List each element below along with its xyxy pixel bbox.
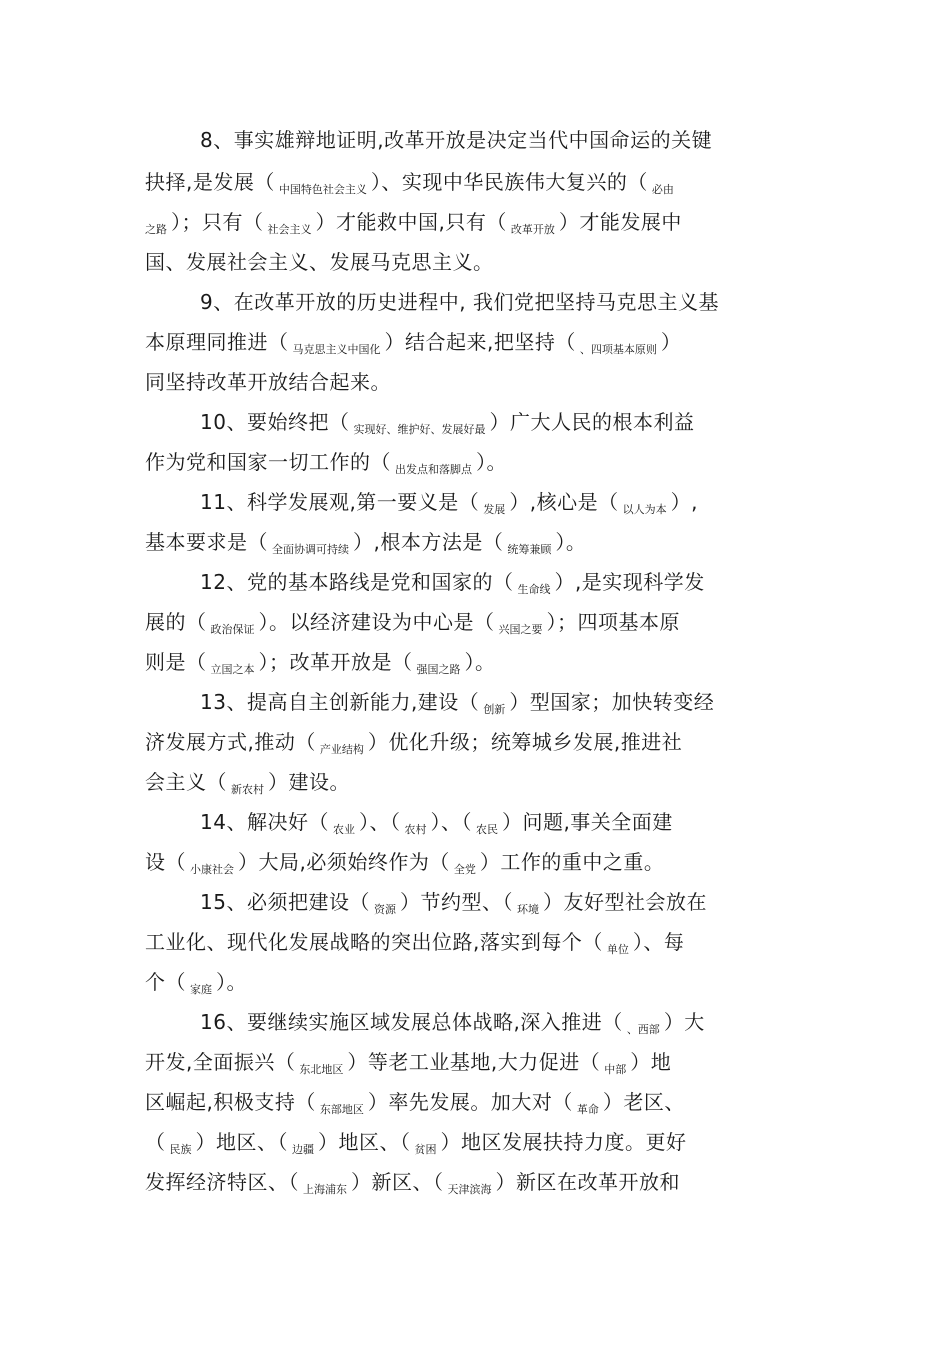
answer: 全面协调可持续 [272, 543, 349, 556]
q14-line-2 [145, 850, 664, 882]
q13-text: 13、提高自主创新能力,建设（ [200, 690, 480, 714]
q9-line-2 [145, 330, 681, 362]
q8-line-2 [145, 170, 678, 202]
answer: 实现好、维护好、发展好最 [353, 423, 486, 436]
q14-text: ）、（ [358, 810, 401, 834]
q13-text: 济发展方式,推动（ [145, 730, 316, 754]
q12-line-3 [145, 650, 496, 682]
q16-text: （ [145, 1130, 166, 1154]
q13-text: ）型国家；加快转变经 [509, 690, 715, 714]
q9-line-3 [145, 370, 391, 394]
answer: 小康社会 [190, 863, 234, 876]
answer: 、四项基本原则 [579, 343, 657, 356]
q12-text: 则是（ [145, 650, 207, 674]
q11-text: ）, [670, 490, 699, 514]
answer: 政治保证 [210, 623, 255, 636]
answer: 上海浦东 [303, 1183, 347, 1196]
q16-text: ）地区发展扶持力度。更好 [440, 1130, 687, 1154]
q16-text: 16、要继续实施区域发展总体战略,深入推进（ [200, 1010, 623, 1034]
q16-text: 区崛起,积极支持（ [145, 1090, 316, 1114]
answer: 马克思主义中国化 [292, 343, 381, 356]
q15-text: 工业化、现代化发展战略的突出位路,落实到每个（ [145, 930, 603, 954]
q12-line-2 [145, 610, 680, 642]
answer: 天津滨海 [447, 1183, 492, 1196]
q9-text: 本原理同推进（ [145, 330, 289, 354]
answer: 发展 [483, 503, 506, 516]
q10-line-1 [200, 410, 694, 442]
answer: 立国之本 [210, 663, 255, 676]
answer: 统筹兼顾 [507, 543, 552, 556]
answer: 东北地区 [299, 1063, 344, 1076]
q14-text: ）大局,必须始终作为（ [238, 850, 450, 874]
q8-text: 抉择,是发展（ [145, 170, 275, 194]
q12-text: ）。 [464, 650, 496, 674]
q12-line-1 [200, 570, 705, 602]
answer: 创新 [483, 703, 506, 716]
q15-text: ）。 [216, 970, 247, 994]
answer: 家庭 [190, 983, 212, 996]
answer: 中国特色社会主义 [278, 183, 367, 196]
q16-text: ）新区、（ [351, 1170, 444, 1194]
q13-text: ）建设。 [268, 770, 350, 794]
q15-text: 15、必须把建设（ [200, 890, 370, 914]
q14-text: ）问题,事关全面建 [501, 810, 673, 834]
q11-text: ）,根本方法是（ [353, 530, 504, 554]
q16-text: ）大 [663, 1010, 705, 1034]
q16-line-2 [145, 1050, 671, 1082]
answer: 以人为本 [622, 503, 667, 516]
q16-text: ）老区、 [602, 1090, 685, 1114]
answer: 资源 [373, 903, 396, 916]
answer: 生命线 [517, 583, 551, 596]
q11-line-1 [200, 490, 698, 522]
answer: 边疆 [292, 1143, 314, 1156]
q8-text: ）才能发展中 [558, 210, 682, 234]
q16-text: ）新区在改革开放和 [495, 1170, 680, 1194]
q12-text: ）。以经济建设为中心是（ [258, 610, 495, 634]
q14-text: ）工作的重中之重。 [479, 850, 665, 874]
q9-line-1 [200, 290, 719, 314]
q13-line-2 [145, 730, 682, 762]
q8-text: 8、事实雄辩地证明,改革开放是决定当代中国命运的关键 [200, 128, 713, 152]
q15-line-3 [145, 970, 247, 1002]
q13-text: ）优化升级；统筹城乡发展,推进社 [367, 730, 683, 754]
q8-text: 国、发展社会主义、发展马克思主义。 [145, 250, 494, 274]
q12-text: 展的（ [145, 610, 207, 634]
q12-text: 12、党的基本路线是党和国家的（ [200, 570, 514, 594]
q10-text: 作为党和国家一切工作的（ [145, 450, 391, 474]
q12-text: ）,是实现科学发 [554, 570, 705, 594]
answer: 农民 [475, 823, 498, 836]
q11-text: ）,核心是（ [509, 490, 619, 514]
q8-text: ）；只有（ [171, 210, 264, 234]
answer: 兴国之要 [498, 623, 543, 636]
q9-text: 同坚持改革开放结合起来。 [145, 370, 391, 394]
q12-text: ）；改革开放是（ [258, 650, 413, 674]
answer: 农村 [404, 823, 427, 836]
answer: 中部 [604, 1063, 627, 1076]
q15-line-1 [200, 890, 707, 922]
q11-line-2 [145, 530, 586, 562]
answer: 东部地区 [319, 1103, 364, 1116]
answer: 产业结构 [319, 743, 364, 756]
q12-text: ）；四项基本原 [546, 610, 680, 634]
q15-line-2 [145, 930, 684, 962]
answer: 全党 [453, 863, 476, 876]
answer: 新农村 [231, 783, 264, 796]
q16-line-3 [145, 1090, 685, 1122]
q11-text: ）。 [555, 530, 587, 554]
q8-line-1 [200, 128, 712, 152]
q15-text: ）友好型社会放在 [542, 890, 707, 914]
q11-text: 11、科学发展观,第一要义是（ [200, 490, 480, 514]
answer: 社会主义 [267, 223, 312, 236]
q16-text: ）地 [630, 1050, 672, 1074]
q15-text: ）节约型、（ [399, 890, 513, 914]
q16-text: ）率先发展。加大对（ [367, 1090, 573, 1114]
q10-text: ）。 [476, 450, 507, 474]
answer: 贫困 [414, 1143, 437, 1156]
q16-line-4 [145, 1130, 687, 1162]
q9-text: 9、在改革开放的历史进程中, 我们党把坚持马克思主义基 [200, 290, 719, 314]
answer: 改革开放 [510, 223, 555, 236]
answer: 民族 [169, 1143, 192, 1156]
answer: 出发点和落脚点 [395, 463, 472, 476]
q15-text: ）、每 [632, 930, 685, 954]
q10-text: 10、要始终把（ [200, 410, 350, 434]
answer: 强国之路 [416, 663, 461, 676]
q8-line-4 [145, 250, 494, 274]
q9-text: ） [660, 330, 682, 354]
q9-text: ）结合起来,把坚持（ [384, 330, 576, 354]
answer: 必由 [651, 183, 674, 196]
q13-line-1 [200, 690, 714, 722]
q13-line-3 [145, 770, 350, 802]
q8-line-3 [145, 210, 682, 242]
q16-text: ）地区、（ [195, 1130, 288, 1154]
q16-text: ）地区、（ [318, 1130, 411, 1154]
q15-text: 个（ [145, 970, 186, 994]
q16-text: 发挥经济特区、（ [145, 1170, 299, 1194]
answer: 革命 [576, 1103, 599, 1116]
q14-text: 14、解决好（ [200, 810, 329, 834]
q16-text: 开发,全面振兴（ [145, 1050, 296, 1074]
q8-text: ）、实现中华民族伟大复兴的（ [370, 170, 648, 194]
answer: 单位 [606, 943, 629, 956]
q16-line-5 [145, 1170, 680, 1202]
answer: 环境 [516, 903, 539, 916]
q8-text: ）才能救中国,只有（ [315, 210, 507, 234]
q14-text: 设（ [145, 850, 186, 874]
q10-text: ）广大人民的根本利益 [489, 410, 695, 434]
answer: 之路 [145, 223, 167, 236]
q16-text: ）等老工业基地,大力促进（ [347, 1050, 601, 1074]
q11-text: 基本要求是（ [145, 530, 268, 554]
q13-text: 会主义（ [145, 770, 227, 794]
q16-line-1 [200, 1010, 705, 1042]
q10-line-2 [145, 450, 507, 482]
answer: 、西部 [626, 1023, 660, 1036]
q14-line-1 [200, 810, 673, 842]
q14-text: ）、（ [430, 810, 472, 834]
answer: 农业 [332, 823, 355, 836]
